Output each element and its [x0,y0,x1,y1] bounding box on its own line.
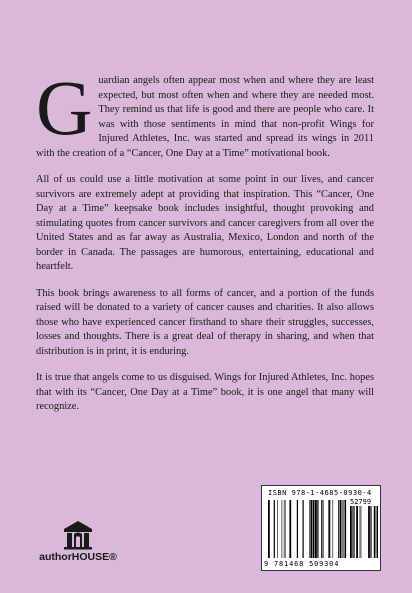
publisher-logo [38,520,118,570]
paragraph-4: It is true that angels come to us disguised. Wings for Injured Athletes, Inc. hopes that with its “Cancer, One Day at a Time” book, it is one angel that many will recognize. [36,372,374,412]
isbn-barcode [261,485,381,571]
publisher-name: authorHOUSE® [39,551,117,563]
price-addon-number: 52799 [350,498,372,506]
paragraph-1 [36,64,374,161]
blurb-text [36,64,374,427]
paragraph-1-text: uardian angels often appear most when and where they are least expected, but most often when and where they are needed most. They remind us that life is good and there are people who care. It was with those sentiments in mind that non-profit Wings for Injured Athletes, Inc. was started and spread its wings in 2011 with the creation of a “Cancer, One Day at a Time” motivational book. [36,75,374,159]
ean-number: 9 781468 509304 [264,560,340,568]
paragraph-3: This book brings awareness to all forms of cancer, and a portion of the funds raised will be donated to a variety of cancer causes and charities. It also allows those who have experienced cancer firsthand to share their struggles, successes, losses and thoughts. There is a great deal of therapy in sharing, and when that distribution is in print, it is enduring. [36,287,374,357]
addon-barcode-bars [350,506,378,558]
isbn-number: ISBN 978-1-4685-0930-4 [268,489,372,497]
authorhouse-logo-icon [63,520,93,550]
ean-barcode-bars [268,500,348,558]
drop-cap: G [36,64,93,151]
paragraph-2: All of us could use a little motivation at some point in our lives, and cancer survivors are extremely adept at providing that inspiration. This “Cancer, One Day at a Time” keepsake book includes insightful, thought provoking and stimulating quotes from cancer survivors and cancer caregivers from all over the United States and as far away as Australia, Mexico, London and north of the border in Canada. The passages are humorous, entertaining, educational and heartfelt. [36,174,374,272]
